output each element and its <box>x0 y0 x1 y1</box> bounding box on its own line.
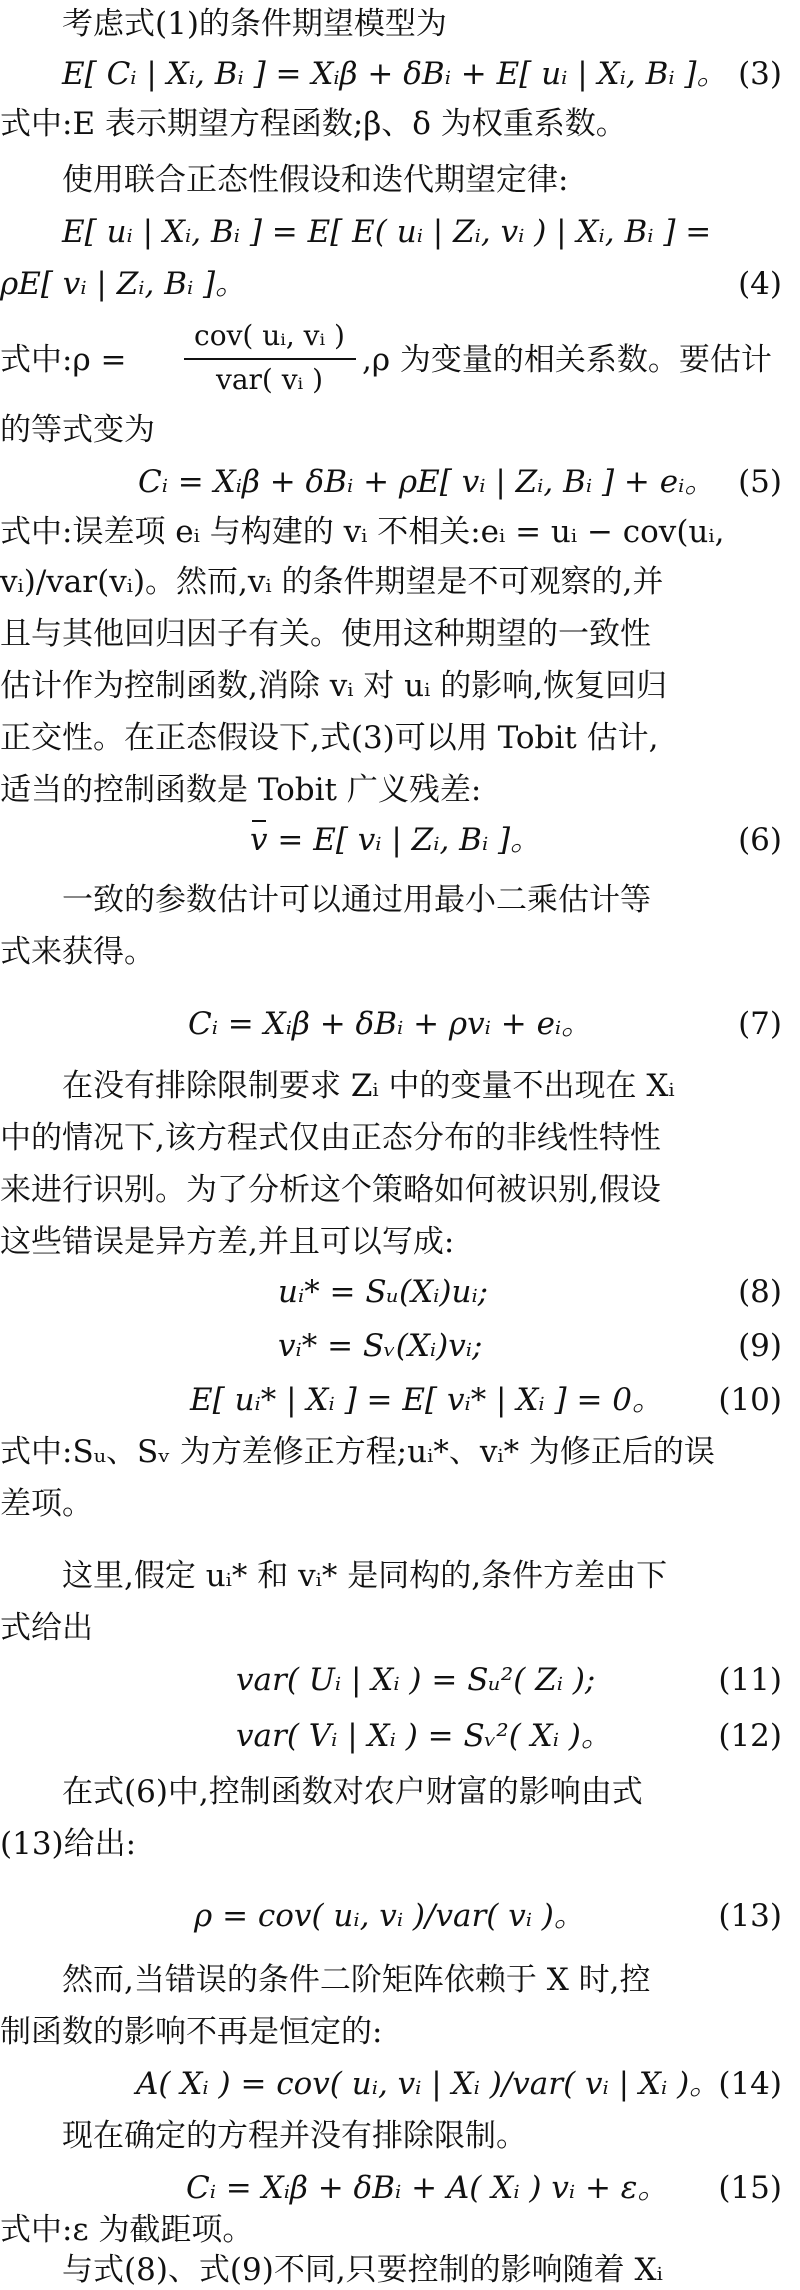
text-line: 式中:Sᵤ、Sᵥ 为方差修正方程;uᵢ*、vᵢ* 为修正后的误 <box>0 1434 715 1470</box>
text-prefix: 式中:ρ = <box>0 342 127 378</box>
equation-number: (7) <box>738 1006 782 1042</box>
equation-number: (9) <box>738 1328 782 1364</box>
text-line: 估计作为控制函数,消除 vᵢ 对 uᵢ 的影响,恢复回归 <box>0 668 668 704</box>
equation-number: (14) <box>718 2066 782 2102</box>
text-line: 式中:误差项 eᵢ 与构建的 vᵢ 不相关:eᵢ = uᵢ − cov(uᵢ, <box>0 514 725 550</box>
equation-number: (11) <box>718 1662 782 1698</box>
fraction-denominator: var( vᵢ ) <box>216 363 323 396</box>
text-line: 中的情况下,该方程式仅由正态分布的非线性特性 <box>0 1120 661 1156</box>
text-line: 在式(6)中,控制函数对农户财富的影响由式 <box>62 1774 643 1810</box>
text-line: 且与其他回归因子有关。使用这种期望的一致性 <box>0 616 651 652</box>
text-line: 适当的控制函数是 Tobit 广义残差: <box>0 772 482 808</box>
equation-8: uᵢ* = Sᵤ(Xᵢ)uᵢ; <box>278 1274 489 1310</box>
text-line: 这些错误是异方差,并且可以写成: <box>0 1224 455 1260</box>
equation-5: Cᵢ = Xᵢβ + δBᵢ + ρE[ vᵢ | Zᵢ, Bᵢ ] + eᵢ。 <box>138 464 716 500</box>
text-line: 式来获得。 <box>0 934 155 970</box>
equation-11: var( Uᵢ | Xᵢ ) = Sᵤ²( Zᵢ ); <box>236 1662 596 1698</box>
equation-number: (10) <box>718 1382 782 1418</box>
equation-number: (6) <box>738 822 782 858</box>
equation-14: A( Xᵢ ) = cov( uᵢ, vᵢ | Xᵢ )/var( vᵢ | Xᵢ )。 <box>136 2066 721 2102</box>
text-line: 式给出 <box>0 1610 93 1646</box>
text-line: 考虑式(1)的条件期望模型为 <box>62 6 447 42</box>
equation-number: (12) <box>718 1718 782 1754</box>
text-line: 制函数的影响不再是恒定的: <box>0 2014 383 2050</box>
equation-3: E[ Cᵢ | Xᵢ, Bᵢ ] = Xᵢβ + δBᵢ + E[ uᵢ | Xᵢ, Bᵢ ]。 <box>62 56 728 92</box>
text-line: vᵢ)/var(vᵢ)。然而,vᵢ 的条件期望是不可观察的,并 <box>0 564 664 600</box>
equation-number: (3) <box>738 56 782 92</box>
text-line: 与式(8)、式(9)不同,只要控制的影响随着 Xᵢ <box>62 2252 663 2288</box>
equation-number: (13) <box>718 1898 782 1934</box>
text-line: 这里,假定 uᵢ* 和 vᵢ* 是同构的,条件方差由下 <box>62 1558 668 1594</box>
equation-15: Cᵢ = Xᵢβ + δBᵢ + A( Xᵢ ) vᵢ + ε。 <box>186 2170 669 2206</box>
text-line: ,ρ 为变量的相关系数。要估计 <box>362 342 772 378</box>
text-line: 正交性。在正态假设下,式(3)可以用 Tobit 估计, <box>0 720 659 756</box>
text-line: (13)给出: <box>0 1826 137 1862</box>
equation-number: (5) <box>738 464 782 500</box>
text-line: 来进行识别。为了分析这个策略如何被识别,假设 <box>0 1172 661 1208</box>
equation-9: vᵢ* = Sᵥ(Xᵢ)vᵢ; <box>278 1328 483 1364</box>
text-line: 现在确定的方程并没有排除限制。 <box>62 2118 527 2154</box>
equation-number: (15) <box>718 2170 782 2206</box>
text-line: 使用联合正态性假设和迭代期望定律: <box>62 162 569 198</box>
fraction-numerator: cov( uᵢ, vᵢ ) <box>194 319 345 352</box>
text-line: 然而,当错误的条件二阶矩阵依赖于 X 时,控 <box>62 1962 651 1998</box>
equation-number: (8) <box>738 1274 782 1310</box>
equation-13: ρ = cov( uᵢ, vᵢ )/var( vᵢ )。 <box>194 1898 585 1934</box>
text-line: 差项。 <box>0 1486 93 1522</box>
equation-7: Cᵢ = Xᵢβ + δBᵢ + ρvᵢ + eᵢ。 <box>188 1006 593 1042</box>
equation-4-part2: ρE[ vᵢ | Zᵢ, Bᵢ ]。 <box>0 266 247 302</box>
text-line: 式中:E 表示期望方程函数;β、δ 为权重系数。 <box>0 106 627 142</box>
equation-6: v = E[ vᵢ | Zᵢ, Bᵢ ]。 <box>250 822 542 858</box>
equation-12: var( Vᵢ | Xᵢ ) = Sᵥ²( Xᵢ )。 <box>236 1718 612 1754</box>
text-line: 式中:ε 为截距项。 <box>0 2212 254 2248</box>
equation-number: (4) <box>738 266 782 302</box>
equation-4-part1: E[ uᵢ | Xᵢ, Bᵢ ] = E[ E( uᵢ | Zᵢ, vᵢ ) | Xᵢ, Bᵢ ] = <box>62 214 712 250</box>
text-line: 在没有排除限制要求 Zᵢ 中的变量不出现在 Xᵢ <box>62 1068 675 1104</box>
equation-10: E[ uᵢ* | Xᵢ ] = E[ vᵢ* | Xᵢ ] = 0。 <box>190 1382 664 1418</box>
text-line: 的等式变为 <box>0 412 155 448</box>
text-line: 一致的参数估计可以通过用最小二乘估计等 <box>62 882 651 918</box>
fraction-bar <box>184 358 356 360</box>
